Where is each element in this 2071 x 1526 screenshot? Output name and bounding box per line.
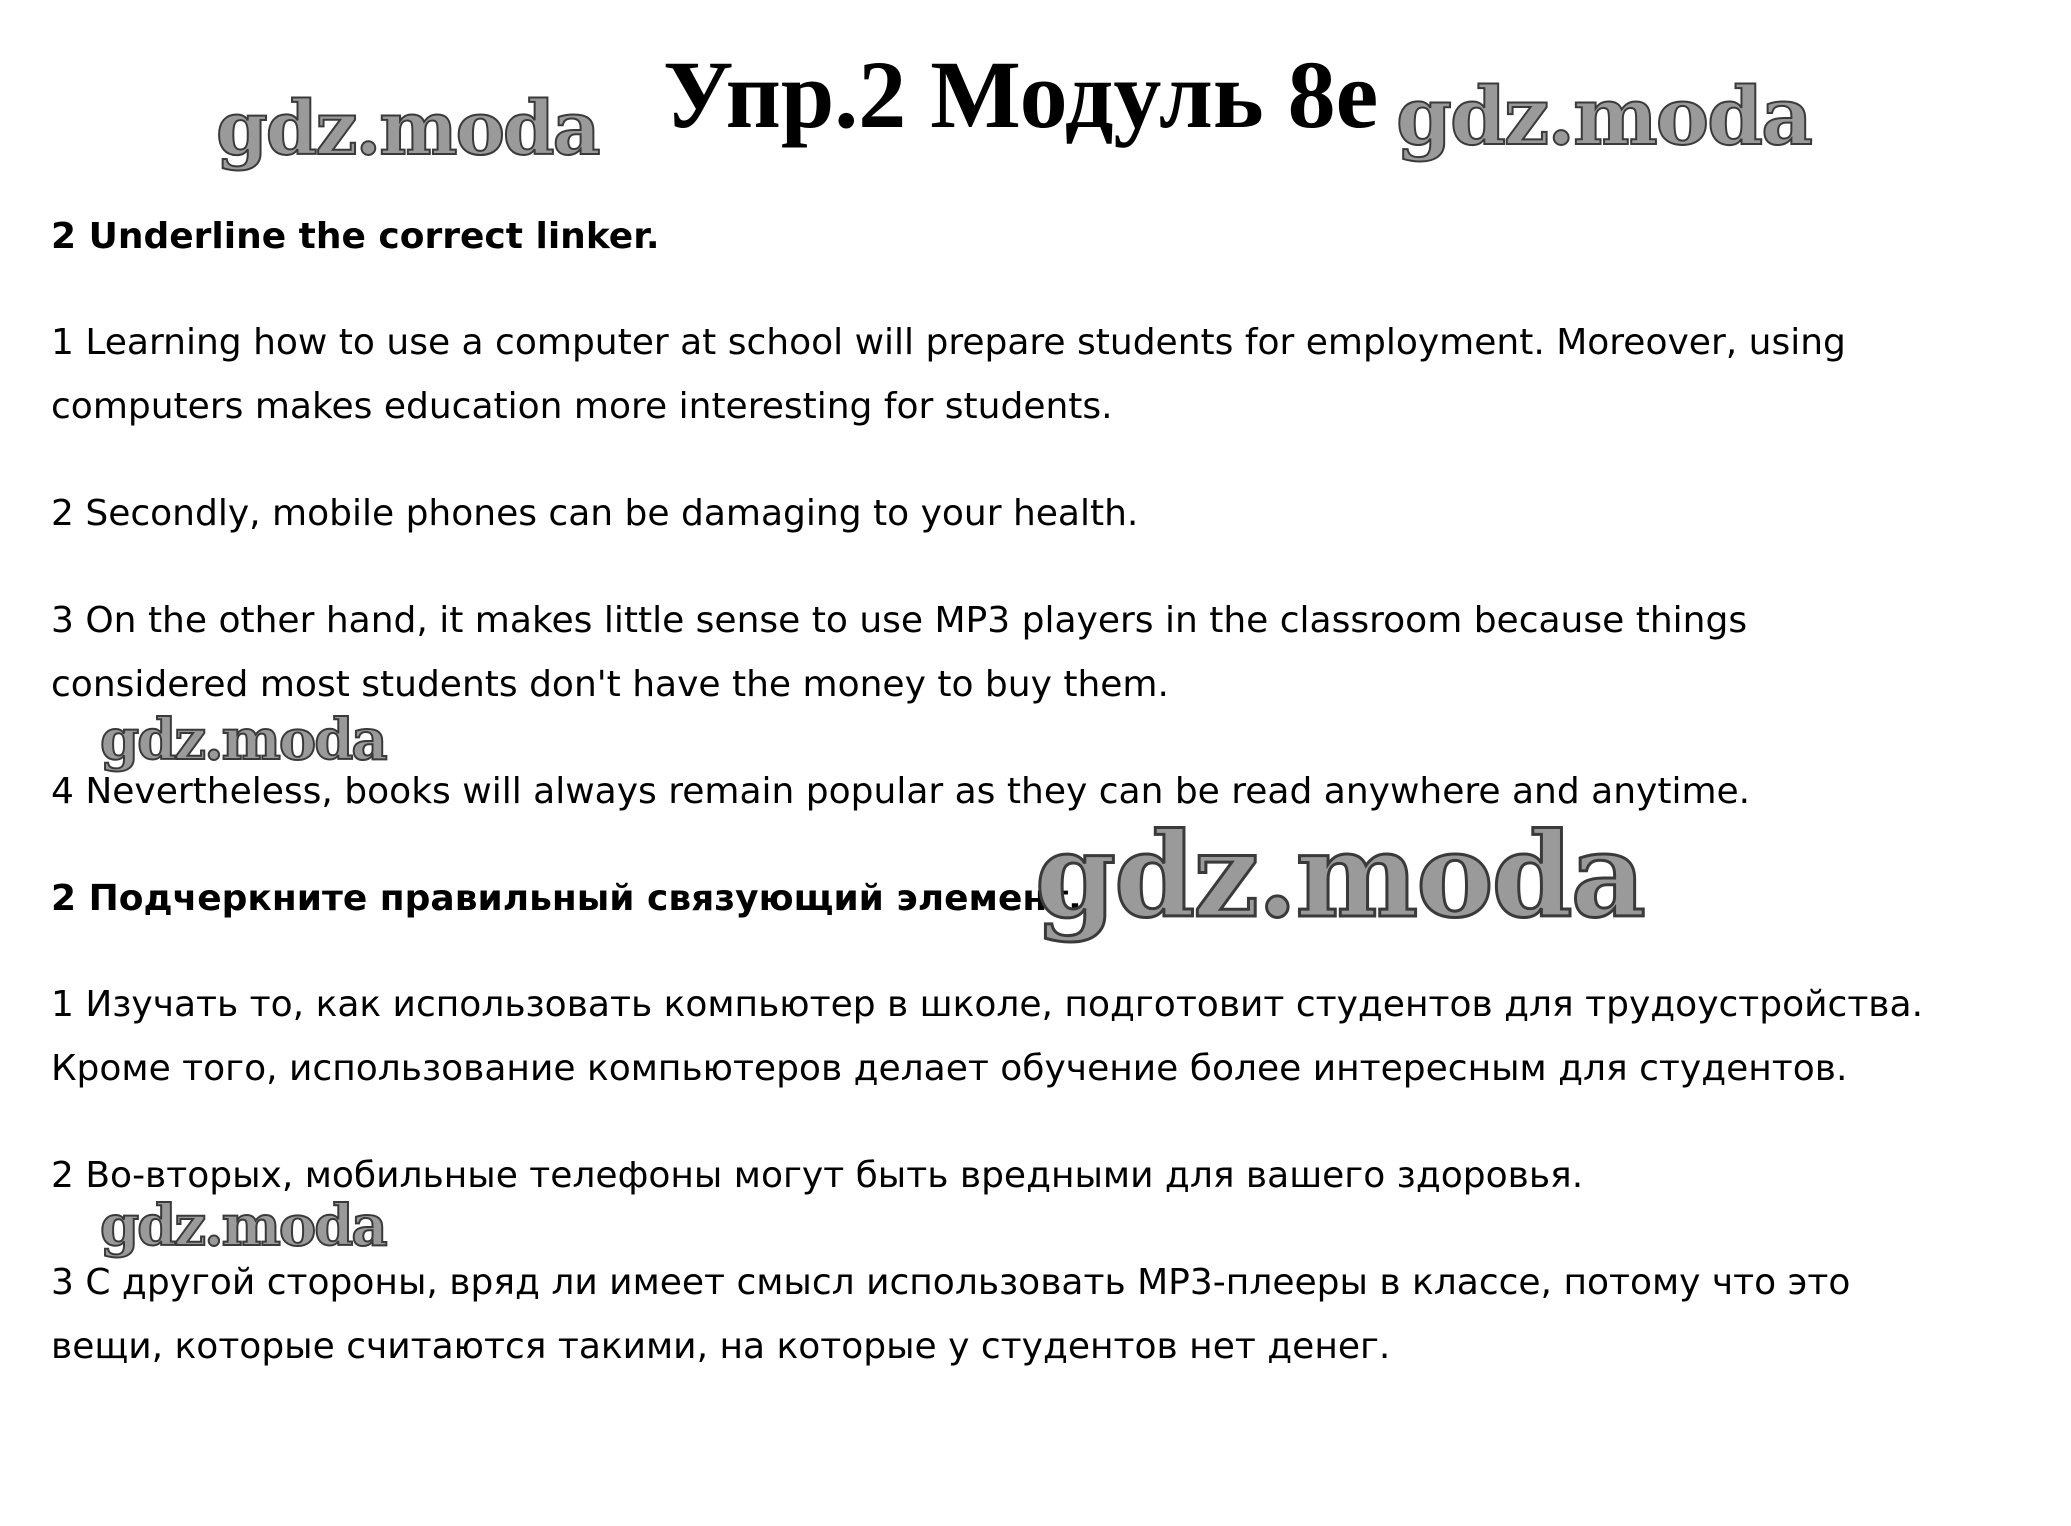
watermark-logo: gdz.moda (1396, 69, 1811, 163)
russian-line: 3 С другой стороны, вряд ли имеет смысл использовать MP3-плееры в классе, потому что это (51, 1262, 1851, 1303)
russian-task-heading: 2 Подчеркните правильный связующий элемент. (51, 878, 1082, 919)
russian-line: 1 Изучать то, как использовать компьютер в школе, подготовит студентов для трудоустройства. (51, 984, 1924, 1025)
english-line: 2 Secondly, mobile phones can be damaging to your health. (51, 493, 1139, 534)
english-line: considered most students don't have the money to buy them. (51, 664, 1169, 705)
english-line: computers makes education more interesting for students. (51, 386, 1113, 427)
watermark-logo: gdz.moda (1035, 808, 1644, 944)
russian-line: вещи, которые считаются такими, на которые у студентов нет денег. (51, 1326, 1391, 1367)
watermark-logo: gdz.moda (216, 86, 599, 172)
english-line: 4 Nevertheless, books will always remain popular as they can be read anywhere and anytime. (51, 771, 1751, 812)
russian-line: Кроме того, использование компьютеров делает обучение более интересным для студентов. (51, 1048, 1848, 1089)
russian-line: 2 Во-вторых, мобильные телефоны могут быть вредными для вашего здоровья. (51, 1155, 1584, 1196)
watermark-logo: gdz.moda (100, 1193, 386, 1259)
english-line: 3 On the other hand, it makes little sense to use MP3 players in the classroom because things (51, 600, 1748, 641)
page-title: Упр.2 Модуль 8е (663, 41, 1379, 148)
english-task-heading: 2 Underline the correct linker. (51, 216, 660, 257)
english-line: 1 Learning how to use a computer at school will prepare students for employment. Moreover, using (51, 322, 1846, 363)
watermark-logo: gdz.moda (100, 707, 386, 773)
